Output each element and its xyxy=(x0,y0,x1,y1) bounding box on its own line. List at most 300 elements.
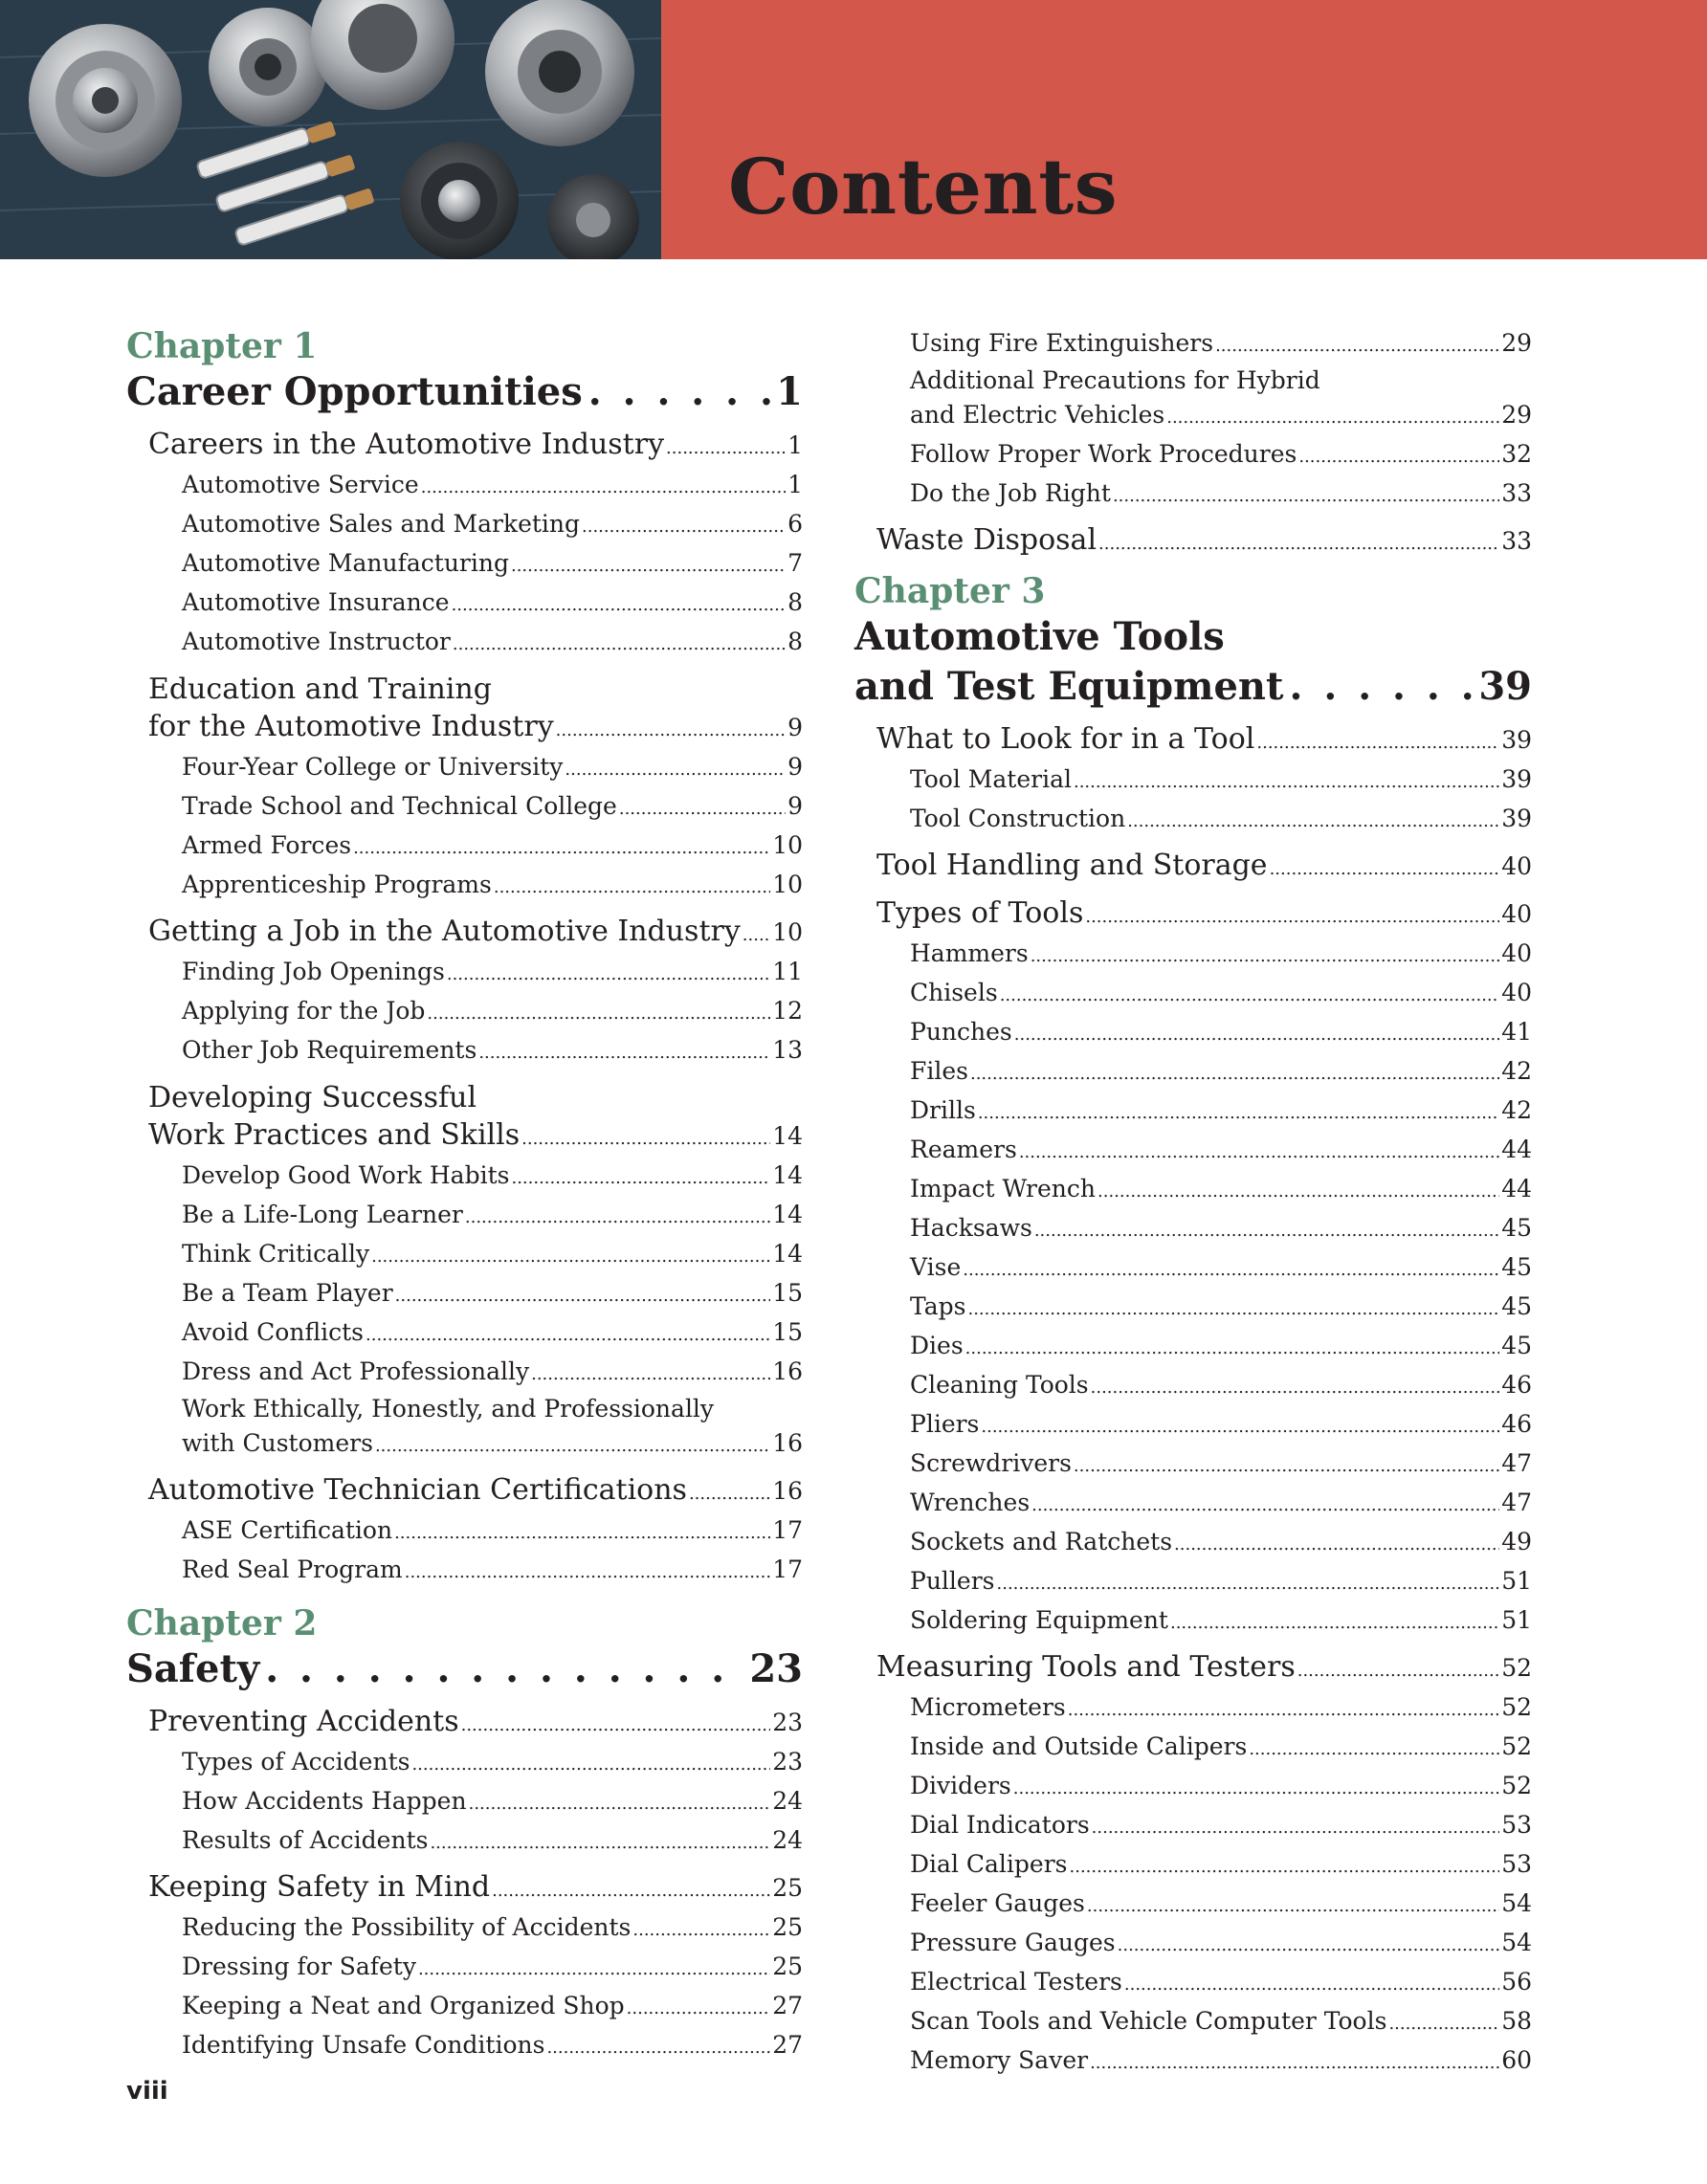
toc-section-entry[interactable] xyxy=(854,721,1532,761)
dot-leader xyxy=(1090,2045,1499,2082)
entry-title: Getting a Job in the Automotive Industry xyxy=(148,915,741,948)
entry-row xyxy=(910,1768,1532,1807)
entry-row xyxy=(182,506,803,545)
dot-leader xyxy=(1031,1488,1499,1524)
entry-row xyxy=(182,1949,803,1988)
dot-leader xyxy=(565,752,786,788)
toc-section-entry[interactable] xyxy=(126,1704,803,1744)
toc-subsection-entry[interactable] xyxy=(854,1886,1532,1925)
entry-title: Pliers xyxy=(910,1410,980,1438)
entry-title: Dial Calipers xyxy=(910,1850,1068,1878)
entry-title: Inside and Outside Calipers xyxy=(910,1732,1248,1760)
dot-leader xyxy=(511,548,786,585)
entry-row xyxy=(910,1729,1532,1768)
entry-title: Do the Job Right xyxy=(910,479,1111,507)
dot-leader xyxy=(1298,439,1499,475)
toc-subsection-entry[interactable] xyxy=(854,1445,1532,1485)
toc-subsection-entry[interactable] xyxy=(854,1367,1532,1406)
toc-subsection-entry[interactable] xyxy=(854,1768,1532,1807)
entry-title: Taps xyxy=(910,1292,966,1320)
toc-subsection-entry[interactable] xyxy=(126,1822,803,1862)
toc-section-entry[interactable] xyxy=(126,1869,803,1909)
entry-title: Work Practices and Skills xyxy=(148,1118,521,1152)
entry-page-number: 10 xyxy=(772,831,803,859)
chapter-label: Chapter 2 xyxy=(126,1603,318,1644)
entry-page-number: 45 xyxy=(1501,1214,1532,1242)
dot-leader xyxy=(967,1291,1499,1328)
toc-subsection-entry[interactable] xyxy=(126,1393,803,1465)
entry-row xyxy=(182,1988,803,2027)
entry-row xyxy=(910,1367,1532,1406)
entry-title: Drills xyxy=(910,1096,976,1124)
dot-leader xyxy=(1085,899,1499,936)
toc-subsection-entry[interactable] xyxy=(854,325,1532,364)
entry-title: Automotive Insurance xyxy=(182,588,450,616)
entry-page-number: 39 xyxy=(1501,765,1532,793)
entry-page-number: 41 xyxy=(1501,1018,1532,1046)
entry-title: Follow Proper Work Procedures xyxy=(910,440,1297,468)
entry-title: Memory Saver xyxy=(910,2046,1089,2074)
toc-subsection-entry[interactable] xyxy=(854,761,1532,801)
dot-leader xyxy=(1289,662,1473,712)
toc-subsection-entry[interactable] xyxy=(126,1275,803,1314)
toc-subsection-entry[interactable] xyxy=(126,1909,803,1949)
chapter-title-entry[interactable] xyxy=(854,612,1532,712)
entry-page-number: 42 xyxy=(1501,1057,1532,1085)
entry-page-number: 40 xyxy=(1501,939,1532,967)
entry-title: Electrical Testers xyxy=(910,1968,1122,1996)
entry-row xyxy=(910,1445,1532,1485)
entry-row xyxy=(910,1485,1532,1524)
toc-section-entry[interactable] xyxy=(126,427,803,467)
dot-leader xyxy=(1166,400,1499,436)
chapter-title-entry[interactable] xyxy=(126,1644,803,1694)
dot-leader xyxy=(405,1555,770,1591)
entry-page-number: 39 xyxy=(1501,805,1532,832)
entry-row xyxy=(182,467,803,506)
entry-row xyxy=(182,1158,803,1197)
toc-section-entry[interactable] xyxy=(854,522,1532,563)
toc-subsection-entry[interactable] xyxy=(126,506,803,545)
dot-leader xyxy=(375,1428,770,1465)
entry-title: with Customers xyxy=(182,1429,373,1457)
entry-row xyxy=(876,721,1532,761)
toc-subsection-entry[interactable] xyxy=(126,1314,803,1354)
entry-row xyxy=(910,325,1532,364)
entry-page-number: 7 xyxy=(787,549,803,577)
entry-title: Keeping Safety in Mind xyxy=(148,1870,491,1904)
entry-row xyxy=(910,1807,1532,1846)
toc-subsection-entry[interactable] xyxy=(854,364,1532,436)
dot-leader xyxy=(1014,1017,1499,1053)
entry-page-number: 47 xyxy=(1501,1449,1532,1477)
toc-subsection-entry[interactable] xyxy=(126,1744,803,1783)
toc-subsection-entry[interactable] xyxy=(126,1552,803,1591)
toc-subsection-entry[interactable] xyxy=(854,1092,1532,1132)
entry-title: for the Automotive Industry xyxy=(148,710,554,743)
entry-page-number: 17 xyxy=(772,1516,803,1544)
entry-row xyxy=(148,427,803,467)
entry-row xyxy=(182,1236,803,1275)
entry-page-number: 33 xyxy=(1501,527,1532,555)
entry-title: Punches xyxy=(910,1018,1012,1046)
entry-row xyxy=(910,1524,1532,1563)
entry-row xyxy=(148,1472,803,1512)
entry-page-number: 1 xyxy=(787,431,803,459)
toc-subsection-entry[interactable] xyxy=(854,1925,1532,1964)
entry-title-line: Developing Successful xyxy=(148,1081,477,1114)
dot-leader xyxy=(452,587,787,624)
entry-title: What to Look for in a Tool xyxy=(876,722,1255,756)
toc-subsection-entry[interactable] xyxy=(854,1014,1532,1053)
entry-page-number: 40 xyxy=(1501,979,1532,1006)
toc-subsection-entry[interactable] xyxy=(126,954,803,993)
dot-leader xyxy=(1074,764,1499,801)
entry-title: Dial Indicators xyxy=(910,1811,1090,1839)
entry-title: Waste Disposal xyxy=(876,523,1097,557)
entry-row xyxy=(182,1744,803,1783)
entry-page-number: 23 xyxy=(772,1748,803,1776)
toc-subsection-entry[interactable] xyxy=(854,1563,1532,1602)
entry-title: Feeler Gauges xyxy=(910,1889,1085,1917)
toc-subsection-entry[interactable] xyxy=(854,475,1532,515)
dot-leader xyxy=(627,1991,771,2027)
toc-subsection-entry[interactable] xyxy=(854,1729,1532,1768)
entry-title: Automotive Manufacturing xyxy=(182,549,509,577)
entry-page-number: 10 xyxy=(772,918,803,946)
toc-subsection-entry[interactable] xyxy=(126,2027,803,2066)
toc-section-entry[interactable] xyxy=(854,1649,1532,1689)
toc-subsection-entry[interactable] xyxy=(126,1783,803,1822)
entry-page-number: 14 xyxy=(772,1240,803,1268)
toc-subsection-entry[interactable] xyxy=(126,788,803,827)
entry-row xyxy=(910,1210,1532,1249)
toc-subsection-entry[interactable] xyxy=(854,1807,1532,1846)
toc-subsection-entry[interactable] xyxy=(854,1132,1532,1171)
toc-subsection-entry[interactable] xyxy=(126,1988,803,2027)
toc-subsection-entry[interactable] xyxy=(854,1171,1532,1210)
entry-title: Types of Accidents xyxy=(182,1748,410,1776)
dot-leader xyxy=(461,1708,771,1744)
entry-title: Think Critically xyxy=(182,1240,370,1268)
dot-leader xyxy=(1127,804,1499,840)
dot-leader xyxy=(447,957,770,993)
toc-subsection-entry[interactable] xyxy=(854,1289,1532,1328)
entry-page-number: 40 xyxy=(1501,852,1532,880)
entry-title: Develop Good Work Habits xyxy=(182,1161,510,1189)
page-title: Contents xyxy=(728,142,1119,232)
entry-page-number: 53 xyxy=(1501,1811,1532,1839)
entry-page-number: 51 xyxy=(1501,1567,1532,1595)
entry-row xyxy=(910,1964,1532,2003)
entry-page-number: 46 xyxy=(1501,1371,1532,1399)
entry-page-number: 15 xyxy=(772,1279,803,1307)
entry-page-number: 56 xyxy=(1501,1968,1532,1996)
entry-title: Automotive Service xyxy=(182,471,419,498)
toc-subsection-entry[interactable] xyxy=(854,1053,1532,1092)
toc-subsection-entry[interactable] xyxy=(126,749,803,788)
toc-subsection-entry[interactable] xyxy=(126,545,803,585)
toc-section-entry[interactable] xyxy=(126,1079,803,1158)
page-header xyxy=(0,0,1707,259)
dot-leader xyxy=(1091,1370,1500,1406)
entry-row xyxy=(910,761,1532,801)
entry-row xyxy=(182,1425,803,1465)
entry-row xyxy=(910,1846,1532,1886)
chapter-title-entry[interactable] xyxy=(126,367,803,417)
dot-leader xyxy=(1031,938,1499,975)
entry-page-number: 45 xyxy=(1501,1253,1532,1281)
entry-row xyxy=(910,1925,1532,1964)
dot-leader xyxy=(978,1095,1499,1132)
entry-page-number: 33 xyxy=(1501,479,1532,507)
entry-title: Red Seal Program xyxy=(182,1555,403,1583)
entry-page-number: 27 xyxy=(772,1992,803,2019)
entry-title-line: Education and Training xyxy=(148,673,492,706)
entry-title: Preventing Accidents xyxy=(148,1705,459,1738)
dot-leader xyxy=(411,1747,770,1783)
entry-page-number: 11 xyxy=(772,958,803,985)
entry-row xyxy=(876,522,1532,563)
chapter-title-text: Career Opportunities xyxy=(126,369,583,414)
chapter-title-row xyxy=(126,1644,803,1694)
entry-page-number: 9 xyxy=(787,714,803,741)
entry-title: Identifying Unsafe Conditions xyxy=(182,2031,545,2059)
entry-page-number: 39 xyxy=(1501,726,1532,754)
entry-page-number: 27 xyxy=(772,2031,803,2059)
chapter-label: Chapter 3 xyxy=(854,571,1046,611)
toc-section-entry[interactable] xyxy=(126,914,803,954)
entry-page-number: 16 xyxy=(772,1357,803,1385)
entry-title: Trade School and Technical College xyxy=(182,792,617,820)
chapter-title-text: Safety xyxy=(126,1646,260,1691)
dot-leader xyxy=(1113,478,1499,515)
dot-leader xyxy=(1388,2006,1499,2042)
entry-row xyxy=(182,867,803,906)
entry-row xyxy=(910,1132,1532,1171)
entry-row xyxy=(910,1406,1532,1445)
toc-subsection-entry[interactable] xyxy=(854,1602,1532,1642)
entry-title: Types of Tools xyxy=(876,896,1084,930)
entry-title: Finding Job Openings xyxy=(182,958,445,985)
toc-column-left xyxy=(126,325,803,2066)
toc-subsection-entry[interactable] xyxy=(126,624,803,663)
entry-page-number: 25 xyxy=(772,1952,803,1980)
entry-row xyxy=(910,1689,1532,1729)
toc-subsection-entry[interactable] xyxy=(126,1197,803,1236)
dot-leader xyxy=(1000,978,1500,1014)
chapter-label: Chapter 1 xyxy=(126,326,318,366)
entry-title: Hacksaws xyxy=(910,1214,1032,1242)
toc-subsection-entry[interactable] xyxy=(126,867,803,906)
entry-row xyxy=(148,914,803,954)
dot-leader xyxy=(970,1056,1499,1092)
dot-leader xyxy=(1174,1527,1499,1563)
entry-row xyxy=(876,895,1532,936)
dot-leader xyxy=(1098,526,1499,563)
dot-leader xyxy=(366,1317,770,1354)
entry-row xyxy=(182,1354,803,1393)
entry-title: Vise xyxy=(910,1253,962,1281)
chapter-title-text: and Test Equipment xyxy=(854,664,1284,709)
entry-page-number: 16 xyxy=(772,1477,803,1505)
dot-leader xyxy=(1013,1771,1499,1807)
entry-page-number: 29 xyxy=(1501,329,1532,357)
dot-leader xyxy=(556,713,786,749)
entry-title: Avoid Conflicts xyxy=(182,1318,364,1346)
entry-row xyxy=(182,749,803,788)
dot-leader xyxy=(743,917,770,954)
toc-subsection-entry[interactable] xyxy=(126,1032,803,1071)
entry-page-number: 58 xyxy=(1501,2007,1532,2035)
entry-title: How Accidents Happen xyxy=(182,1787,467,1815)
dot-leader xyxy=(1092,1810,1500,1846)
entry-row xyxy=(910,436,1532,475)
dot-leader xyxy=(1170,1605,1499,1642)
entry-page-number: 44 xyxy=(1501,1175,1532,1202)
entry-title: Micrometers xyxy=(910,1693,1066,1721)
entry-title: Applying for the Job xyxy=(182,997,426,1025)
toc-subsection-entry[interactable] xyxy=(126,585,803,624)
entry-row xyxy=(910,1886,1532,1925)
dot-leader xyxy=(531,1357,770,1393)
toc-subsection-entry[interactable] xyxy=(126,1158,803,1197)
entry-row xyxy=(910,1328,1532,1367)
dot-leader xyxy=(1297,1653,1499,1689)
dot-leader xyxy=(1097,1174,1499,1210)
entry-title: Be a Life-Long Learner xyxy=(182,1201,463,1228)
entry-page-number: 15 xyxy=(772,1318,803,1346)
dot-leader xyxy=(430,1825,770,1862)
entry-page-number: 25 xyxy=(772,1874,803,1902)
toc-subsection-entry[interactable] xyxy=(854,801,1532,840)
toc-section-entry[interactable] xyxy=(854,848,1532,888)
dot-leader xyxy=(1270,851,1500,888)
entry-title: Dividers xyxy=(910,1772,1011,1799)
toc-subsection-entry[interactable] xyxy=(854,1689,1532,1729)
entry-title: and Electric Vehicles xyxy=(910,401,1165,429)
toc-subsection-entry[interactable] xyxy=(854,1846,1532,1886)
dot-leader xyxy=(965,1331,1500,1367)
dot-leader xyxy=(1034,1213,1499,1249)
entry-page-number: 24 xyxy=(772,1787,803,1815)
toc-subsection-entry[interactable] xyxy=(854,1210,1532,1249)
dot-leader xyxy=(353,830,770,867)
entry-row xyxy=(182,1909,803,1949)
dot-leader xyxy=(666,430,786,467)
entry-row xyxy=(182,1197,803,1236)
dot-leader xyxy=(418,1952,770,1988)
entry-title: Sockets and Ratchets xyxy=(910,1528,1173,1555)
entry-row xyxy=(182,954,803,993)
entry-row xyxy=(910,1053,1532,1092)
entry-title: Results of Accidents xyxy=(182,1826,429,1854)
entry-page-number: 51 xyxy=(1501,1606,1532,1634)
entry-page-number: 52 xyxy=(1501,1772,1532,1799)
entry-row xyxy=(910,1602,1532,1642)
auto-parts-illustration xyxy=(0,0,661,259)
toc-subsection-entry[interactable] xyxy=(854,936,1532,975)
entry-title: Four-Year College or University xyxy=(182,753,564,781)
page-number: viii xyxy=(126,2077,168,2106)
entry-row xyxy=(182,2027,803,2066)
toc-subsection-entry[interactable] xyxy=(126,1354,803,1393)
entry-title: Tool Construction xyxy=(910,805,1126,832)
entry-page-number: 23 xyxy=(772,1709,803,1736)
dot-leader xyxy=(1019,1135,1499,1171)
toc-subsection-entry[interactable] xyxy=(126,1236,803,1275)
dot-leader xyxy=(394,1515,770,1552)
entry-row xyxy=(910,2042,1532,2082)
toc-subsection-entry[interactable] xyxy=(854,2042,1532,2082)
toc-subsection-entry[interactable] xyxy=(854,1964,1532,2003)
entry-page-number: 52 xyxy=(1501,1654,1532,1682)
entry-title: Careers in the Automotive Industry xyxy=(148,428,665,461)
entry-row xyxy=(182,585,803,624)
entry-page-number: 52 xyxy=(1501,1732,1532,1760)
entry-row xyxy=(148,1117,803,1158)
entry-row xyxy=(182,993,803,1032)
toc-subsection-entry[interactable] xyxy=(126,467,803,506)
entry-title: Armed Forces xyxy=(182,831,352,859)
toc-subsection-entry[interactable] xyxy=(854,1249,1532,1289)
auto-parts-photo xyxy=(0,0,661,259)
entry-title: Automotive Technician Certifications xyxy=(148,1473,687,1507)
entry-title: Keeping a Neat and Organized Shop xyxy=(182,1992,625,2019)
toc-subsection-entry[interactable] xyxy=(126,1512,803,1552)
entry-page-number: 46 xyxy=(1501,1410,1532,1438)
entry-title: ASE Certification xyxy=(182,1516,393,1544)
entry-row xyxy=(148,1704,803,1744)
toc-section-entry[interactable] xyxy=(854,895,1532,936)
entry-page-number: 45 xyxy=(1501,1292,1532,1320)
entry-page-number: 40 xyxy=(1501,900,1532,928)
entry-page-number: 24 xyxy=(772,1826,803,1854)
toc-subsection-entry[interactable] xyxy=(854,1524,1532,1563)
dot-leader xyxy=(465,1200,770,1236)
toc-subsection-entry[interactable] xyxy=(854,1328,1532,1367)
toc-subsection-entry[interactable] xyxy=(126,827,803,867)
dot-leader xyxy=(689,1476,770,1512)
dot-leader xyxy=(619,791,786,827)
entry-title-line: Work Ethically, Honestly, and Professionally xyxy=(182,1395,715,1423)
dot-leader xyxy=(371,1239,770,1275)
dot-leader xyxy=(492,1873,770,1909)
entry-page-number: 53 xyxy=(1501,1850,1532,1878)
toc-subsection-entry[interactable] xyxy=(854,1485,1532,1524)
toc-subsection-entry[interactable] xyxy=(854,975,1532,1014)
toc-subsection-entry[interactable] xyxy=(126,1949,803,1988)
entry-title-line: Additional Precautions for Hybrid xyxy=(910,366,1320,394)
entry-title: Dressing for Safety xyxy=(182,1952,416,1980)
toc-section-entry[interactable] xyxy=(126,671,803,749)
toc-subsection-entry[interactable] xyxy=(854,1406,1532,1445)
entry-row xyxy=(182,1314,803,1354)
entry-title: Reamers xyxy=(910,1136,1017,1163)
dot-leader xyxy=(1087,1888,1499,1925)
toc-subsection-entry[interactable] xyxy=(126,993,803,1032)
toc-subsection-entry[interactable] xyxy=(854,436,1532,475)
toc-subsection-entry[interactable] xyxy=(854,2003,1532,2042)
entry-row xyxy=(910,1014,1532,1053)
entry-page-number: 29 xyxy=(1501,401,1532,429)
entry-title: Cleaning Tools xyxy=(910,1371,1089,1399)
entry-page-number: 60 xyxy=(1501,2046,1532,2074)
toc-section-entry[interactable] xyxy=(126,1472,803,1512)
dot-leader xyxy=(981,1409,1499,1445)
entry-page-number: 10 xyxy=(772,871,803,898)
entry-title: Soldering Equipment xyxy=(910,1606,1168,1634)
